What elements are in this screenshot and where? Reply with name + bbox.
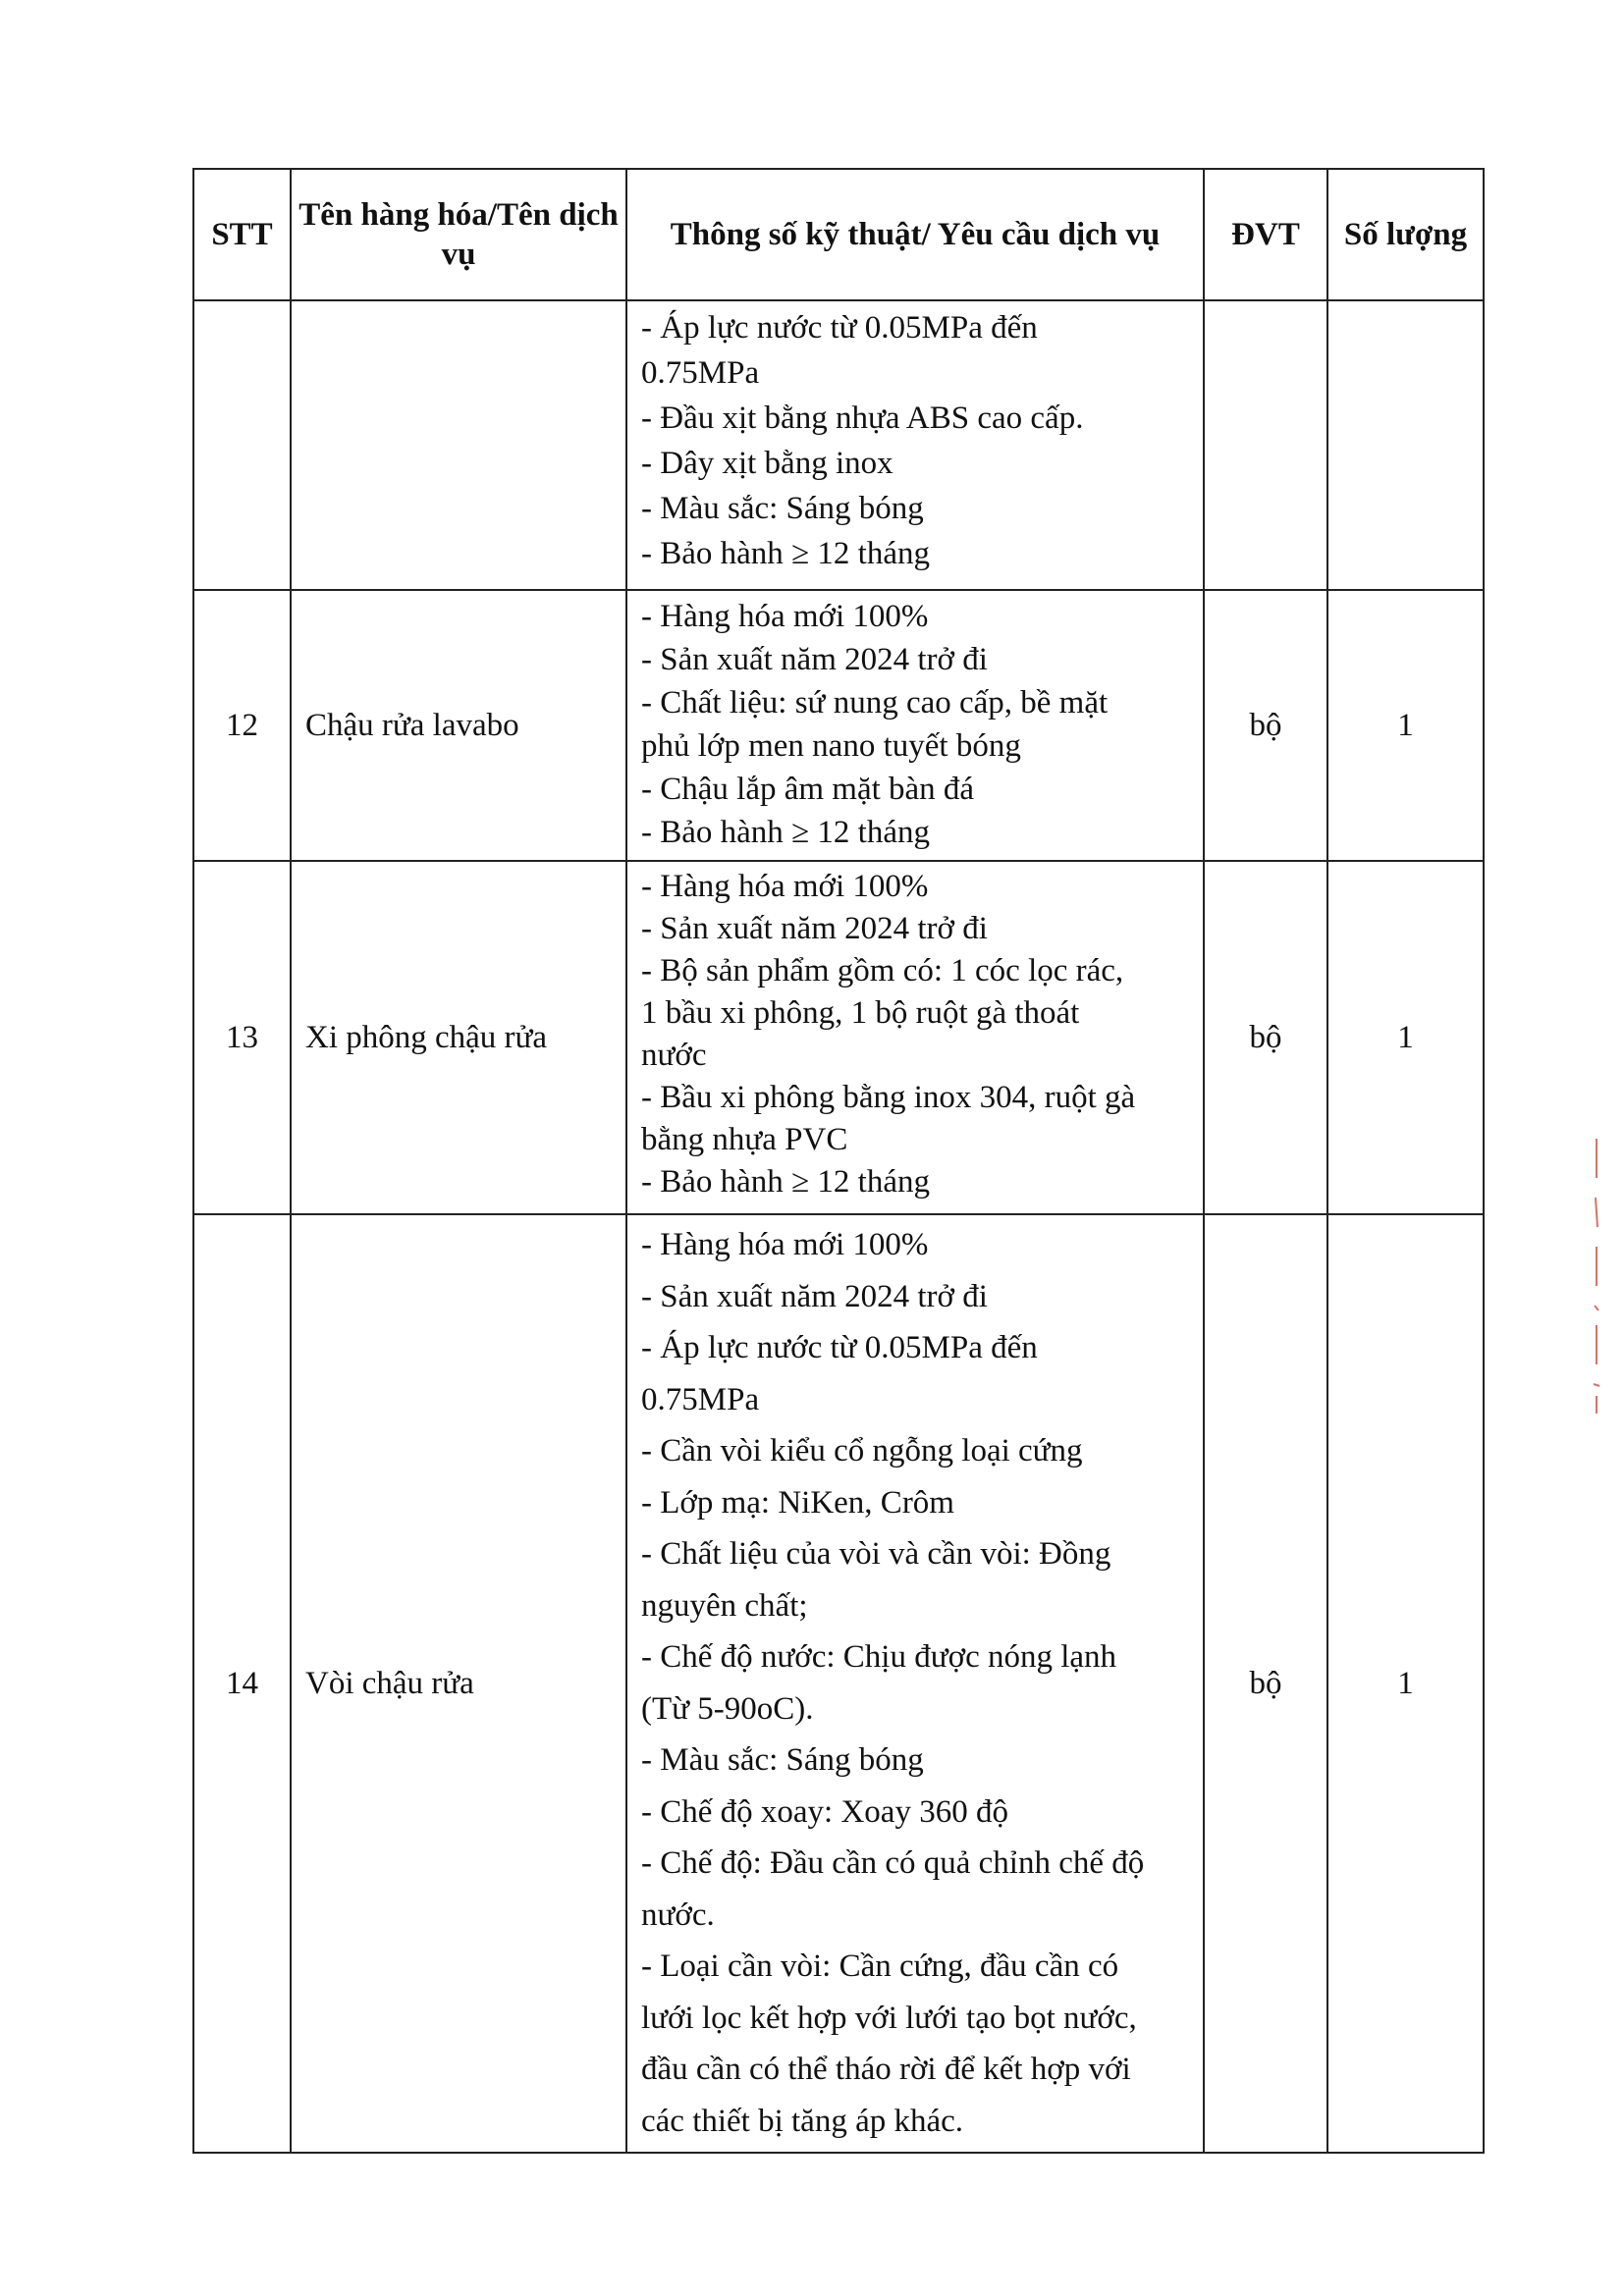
spec-line: - Hàng hóa mới 100% [641,1227,929,1262]
spec-line: - Chất liệu: sứ nung cao cấp, bề mặt [641,685,1109,721]
spec-line: - Bầu xi phông bằng inox 304, ruột gà [641,1080,1136,1115]
spec-line: - Loại cần vòi: Cần cứng, đầu cần có [641,1949,1119,1984]
spec-line: - Bảo hành ≥ 12 tháng [641,815,930,850]
cell-qty: 1 [1327,861,1484,1214]
spec-line: - Bộ sản phẩm gồm có: 1 cóc lọc rác, [641,953,1124,988]
spec-line: - Màu sắc: Sáng bóng [641,491,924,526]
margin-signature-mark [1593,1139,1600,1414]
cell-stt [193,300,291,590]
spec-line: - Chế độ nước: Chịu được nóng lạnh [641,1639,1117,1675]
spec-line: các thiết bị tăng áp khác. [641,2103,964,2139]
spec-line: nước. [641,1896,715,1933]
cell-qty [1327,300,1484,590]
cell-stt: 13 [193,861,291,1214]
table-row [193,861,1484,1214]
header-unit: ĐVT [1204,169,1327,300]
spec-line: (Từ 5-90oC). [641,1690,814,1727]
spec-line: - Chế độ: Đầu cần có quả chỉnh chế độ [641,1845,1145,1881]
spec-line: 1 bầu xi phông, 1 bộ ruột gà thoát [641,995,1080,1031]
cell-stt: 14 [193,1214,291,2153]
cell-spec [626,861,1204,1214]
cell-unit: bộ [1204,1214,1327,2153]
table-row [193,1214,1484,2153]
spec-line: bằng nhựa PVC [641,1122,848,1157]
spec-line: - Chất liệu của vòi và cần vòi: Đồng [641,1536,1111,1572]
spec-line: phủ lớp men nano tuyết bóng [641,728,1021,764]
spec-line: - Chậu lắp âm mặt bàn đá [641,772,975,807]
cell-spec [626,1214,1204,2153]
spec-line: - Sản xuất năm 2024 trở đi [641,642,988,677]
spec-line: - Dây xịt bằng inox [641,446,893,481]
cell-item-name: Xi phông chậu rửa [291,861,626,1214]
spec-line: đầu cần có thể tháo rời để kết hợp với [641,2052,1131,2087]
header-stt: STT [193,169,291,300]
spec-line: - Bảo hành ≥ 12 tháng [641,1164,930,1200]
spec-line: - Đầu xịt bằng nhựa ABS cao cấp. [641,400,1084,436]
spec-line: - Áp lực nước từ 0.05MPa đến [641,310,1038,346]
spec-line: - Hàng hóa mới 100% [641,869,929,904]
cell-spec [626,300,1204,590]
spec-line: - Chế độ xoay: Xoay 360 độ [641,1793,1008,1830]
header-spec: Thông số kỹ thuật/ Yêu cầu dịch vụ [626,169,1204,300]
spec-line: lưới lọc kết hợp với lưới tạo bọt nước, [641,2000,1137,2036]
cell-spec [626,590,1204,861]
cell-unit: bộ [1204,861,1327,1214]
spec-line: - Cần vòi kiểu cổ ngỗng loại cứng [641,1433,1083,1468]
cell-item-name [291,300,626,590]
cell-stt: 12 [193,590,291,861]
header-name: Tên hàng hóa/Tên dịch vụ [291,169,626,300]
spec-line: - Lớp mạ: NiKen, Crôm [641,1484,954,1521]
table-row [193,300,1484,590]
spec-line: - Màu sắc: Sáng bóng [641,1742,924,1778]
cell-item-name: Chậu rửa lavabo [291,590,626,861]
spec-line: - Bảo hành ≥ 12 tháng [641,536,930,571]
spec-line: nguyên chất; [641,1587,808,1624]
cell-qty: 1 [1327,1214,1484,2153]
cell-unit [1204,300,1327,590]
table-row [193,590,1484,861]
spec-line: 0.75MPa [641,355,760,391]
spec-line: - Sản xuất năm 2024 trở đi [641,1278,988,1314]
spec-line: - Hàng hóa mới 100% [641,599,929,634]
table-header-row [193,169,1484,300]
spec-line: 0.75MPa [641,1381,760,1417]
cell-unit: bộ [1204,590,1327,861]
spec-line: - Áp lực nước từ 0.05MPa đến [641,1330,1038,1365]
spec-table [192,168,1485,2154]
spec-line: nước [641,1038,707,1073]
cell-qty: 1 [1327,590,1484,861]
header-qty: Số lượng [1327,169,1484,300]
cell-item-name: Vòi chậu rửa [291,1214,626,2153]
spec-line: - Sản xuất năm 2024 trở đi [641,911,988,946]
table-body [193,300,1484,2153]
